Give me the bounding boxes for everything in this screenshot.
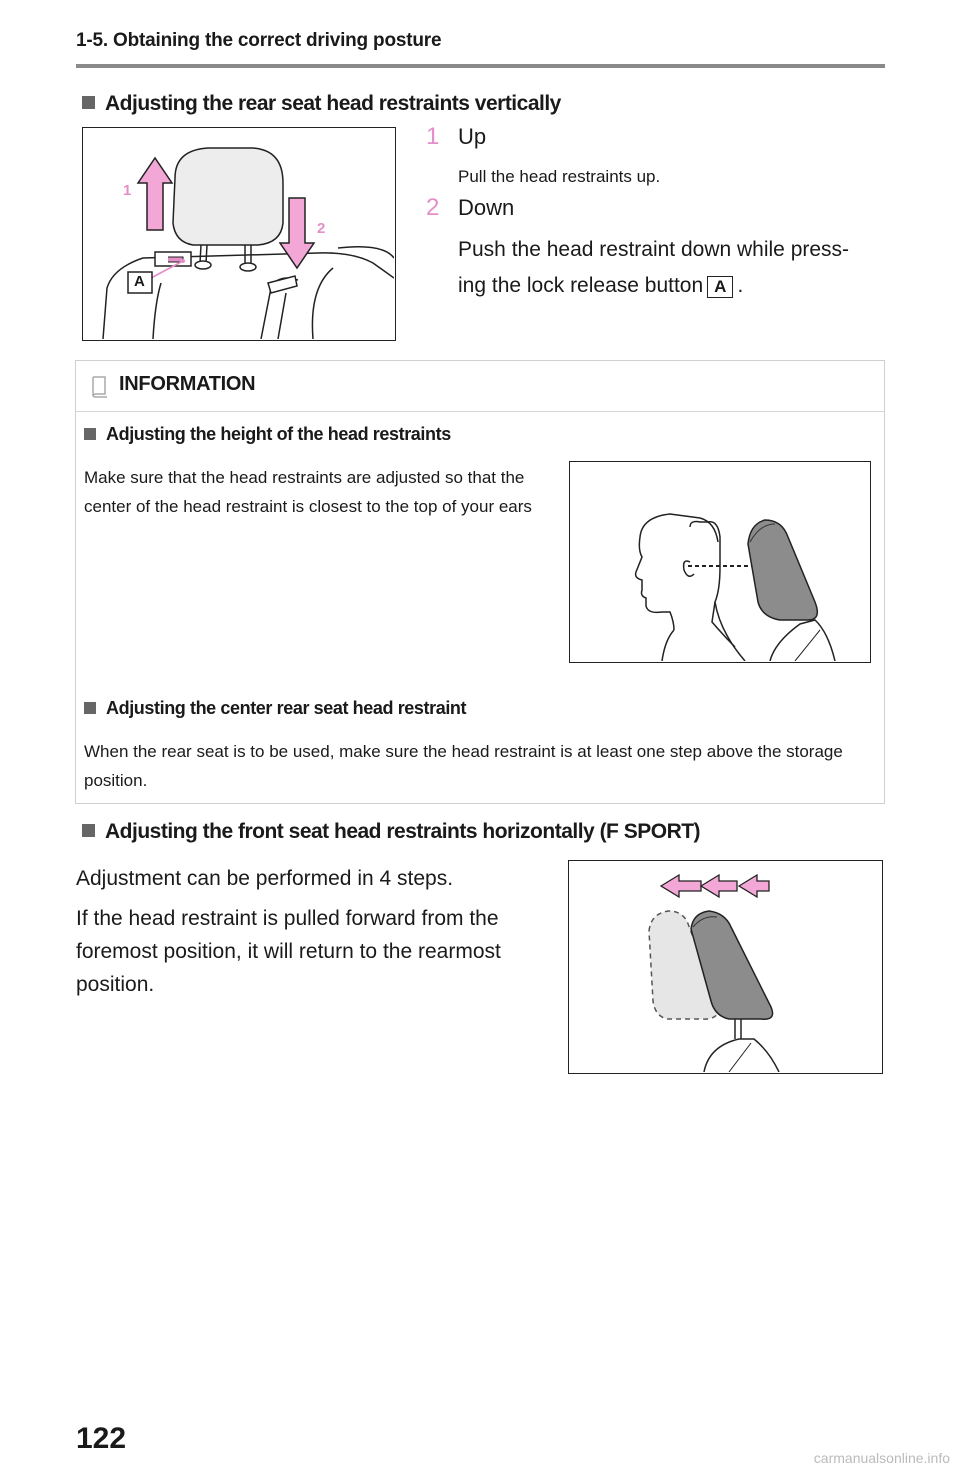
- front-horizontal-heading: Adjusting the front seat head restraints horizontally (F SPORT): [82, 820, 700, 844]
- step-label-down: Down: [458, 195, 515, 220]
- figure-label-button: A: [134, 273, 145, 290]
- heading-bullet-icon: [82, 96, 95, 109]
- center-heading: Adjusting the center rear seat head restraint: [84, 698, 466, 719]
- lock-release-button-label: A: [707, 276, 733, 298]
- horizontal-adjustment-illustration: [569, 861, 881, 1072]
- step-desc-down: Push the head restraint down while press- ing the lock release button A .: [458, 238, 850, 297]
- rear-vertical-heading: Adjusting the rear seat head restraints vertically: [82, 92, 561, 116]
- information-header: [76, 361, 884, 412]
- adjustment-steps-text: Adjustment can be performed in 4 steps.: [76, 867, 454, 890]
- figure-label-up: 1: [123, 182, 132, 199]
- height-heading: Adjusting the height of the head restraints: [84, 424, 451, 445]
- step-desc-up: Pull the head restraints up.: [458, 167, 661, 186]
- information-box: [75, 360, 885, 804]
- section-header: 1-5. Obtaining the correct driving posture: [76, 30, 442, 51]
- heading-bullet-icon: [82, 824, 95, 837]
- step-label-up: Up: [458, 124, 487, 149]
- book-icon: [90, 375, 110, 399]
- head-height-figure: [569, 461, 871, 663]
- information-title: INFORMATION: [119, 373, 256, 395]
- figure-label-down: 2: [317, 220, 326, 237]
- center-text: When the rear seat is to be used, make sure the head restraint is at least one step above the storage position.: [84, 742, 843, 790]
- page-number: 122: [76, 1422, 127, 1455]
- rear-head-restraint-illustration: [83, 128, 394, 339]
- height-text: Make sure that the head restraints are adjusted so that the center of the head restraint is closest to the top of your ears: [84, 468, 532, 516]
- heading-bullet-icon: [84, 702, 96, 714]
- heading-bullet-icon: [84, 428, 96, 440]
- watermark: carmanualsonline.info: [813, 1450, 950, 1466]
- horizontal-adjustment-figure: [568, 860, 883, 1074]
- step-number-1: 1: [426, 123, 440, 150]
- pulled-forward-text: If the head restraint is pulled forward from the foremost position, it will return to the rearmost position.: [76, 907, 501, 996]
- rear-head-restraint-figure: [82, 127, 396, 341]
- step-number-2: 2: [426, 194, 440, 221]
- header-rule: [76, 64, 885, 68]
- head-height-illustration: [570, 462, 869, 661]
